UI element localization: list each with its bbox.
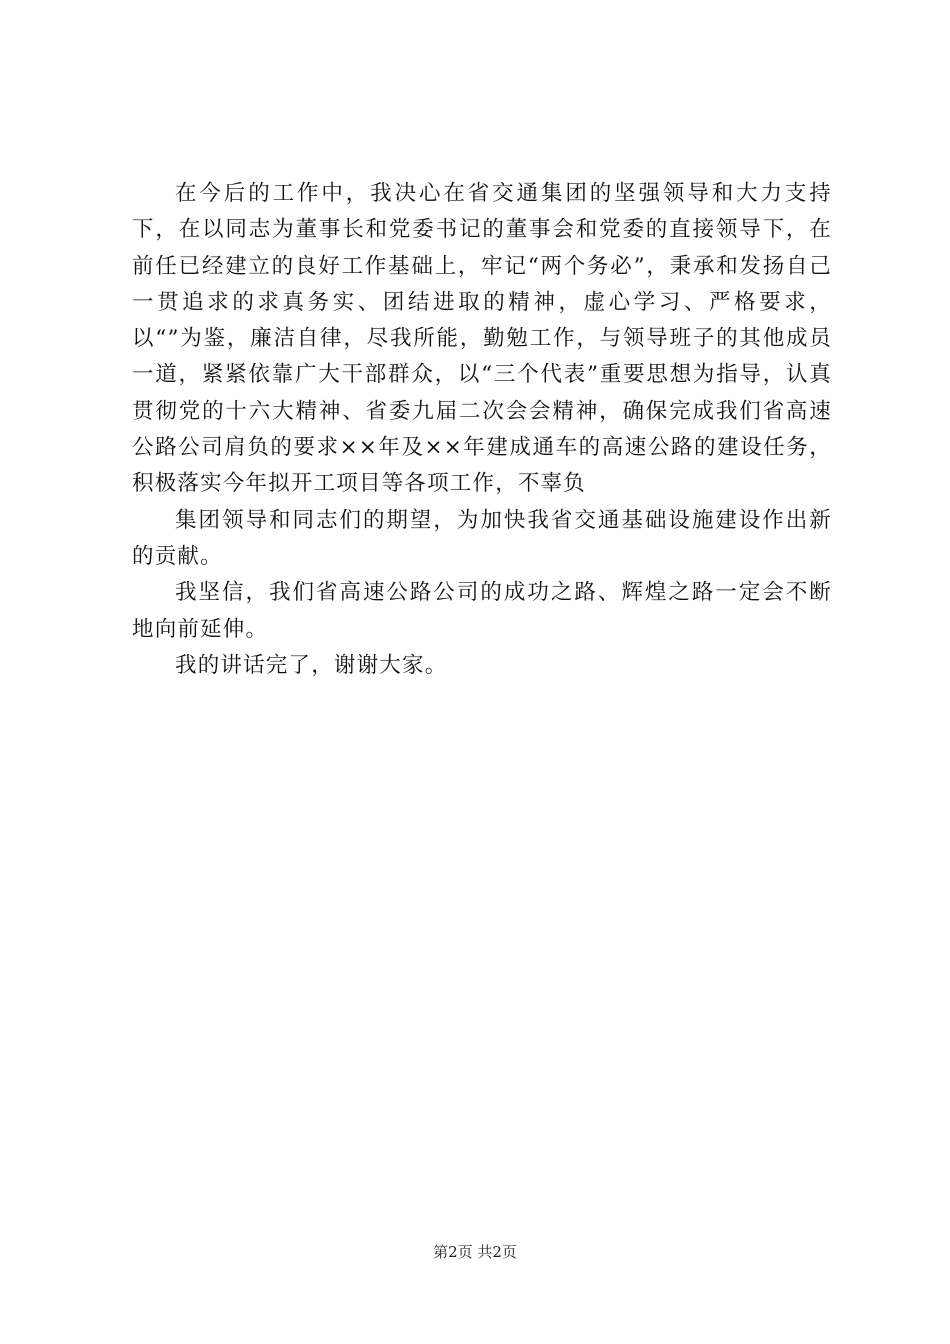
paragraph-expectation: 集团领导和同志们的期望，为加快我省交通基础设施建设作出新的贡献。 [132, 507, 832, 569]
document-body [132, 176, 832, 684]
paragraph-closing: 我的讲话完了，谢谢大家。 [175, 652, 448, 678]
paragraph-resolution: 在今后的工作中，我决心在省交通集团的坚强领导和大力支持下，在以同志为董事长和党委书记的董事会和党委的直接领导下，在前任已经建立的良好工作基础上，牢记“两个务必”，秉承和发扬自己一贯追求的求真务实、团结进取的精神，虚心学习、严格要求，以“”为鉴，廉洁自律，尽我所能，勤勉工作，与领导班子的其他成员一道，紧紧依靠广大干部群众，以“三个代表”重要思想为指导，认真贯彻党的十六大精神、省委九届二次会会精神，确保完成我们省高速公路公司肩负的要求××年及××年建成通车的高速公路的建设任务，积极落实今年拟开工项目等各项工作，不辜负 [132, 181, 832, 497]
page-footer: 第2页 共2页 [433, 1243, 517, 1261]
paragraph-belief: 我坚信，我们省高速公路公司的成功之路、辉煌之路一定会不断地向前延伸。 [132, 580, 832, 642]
